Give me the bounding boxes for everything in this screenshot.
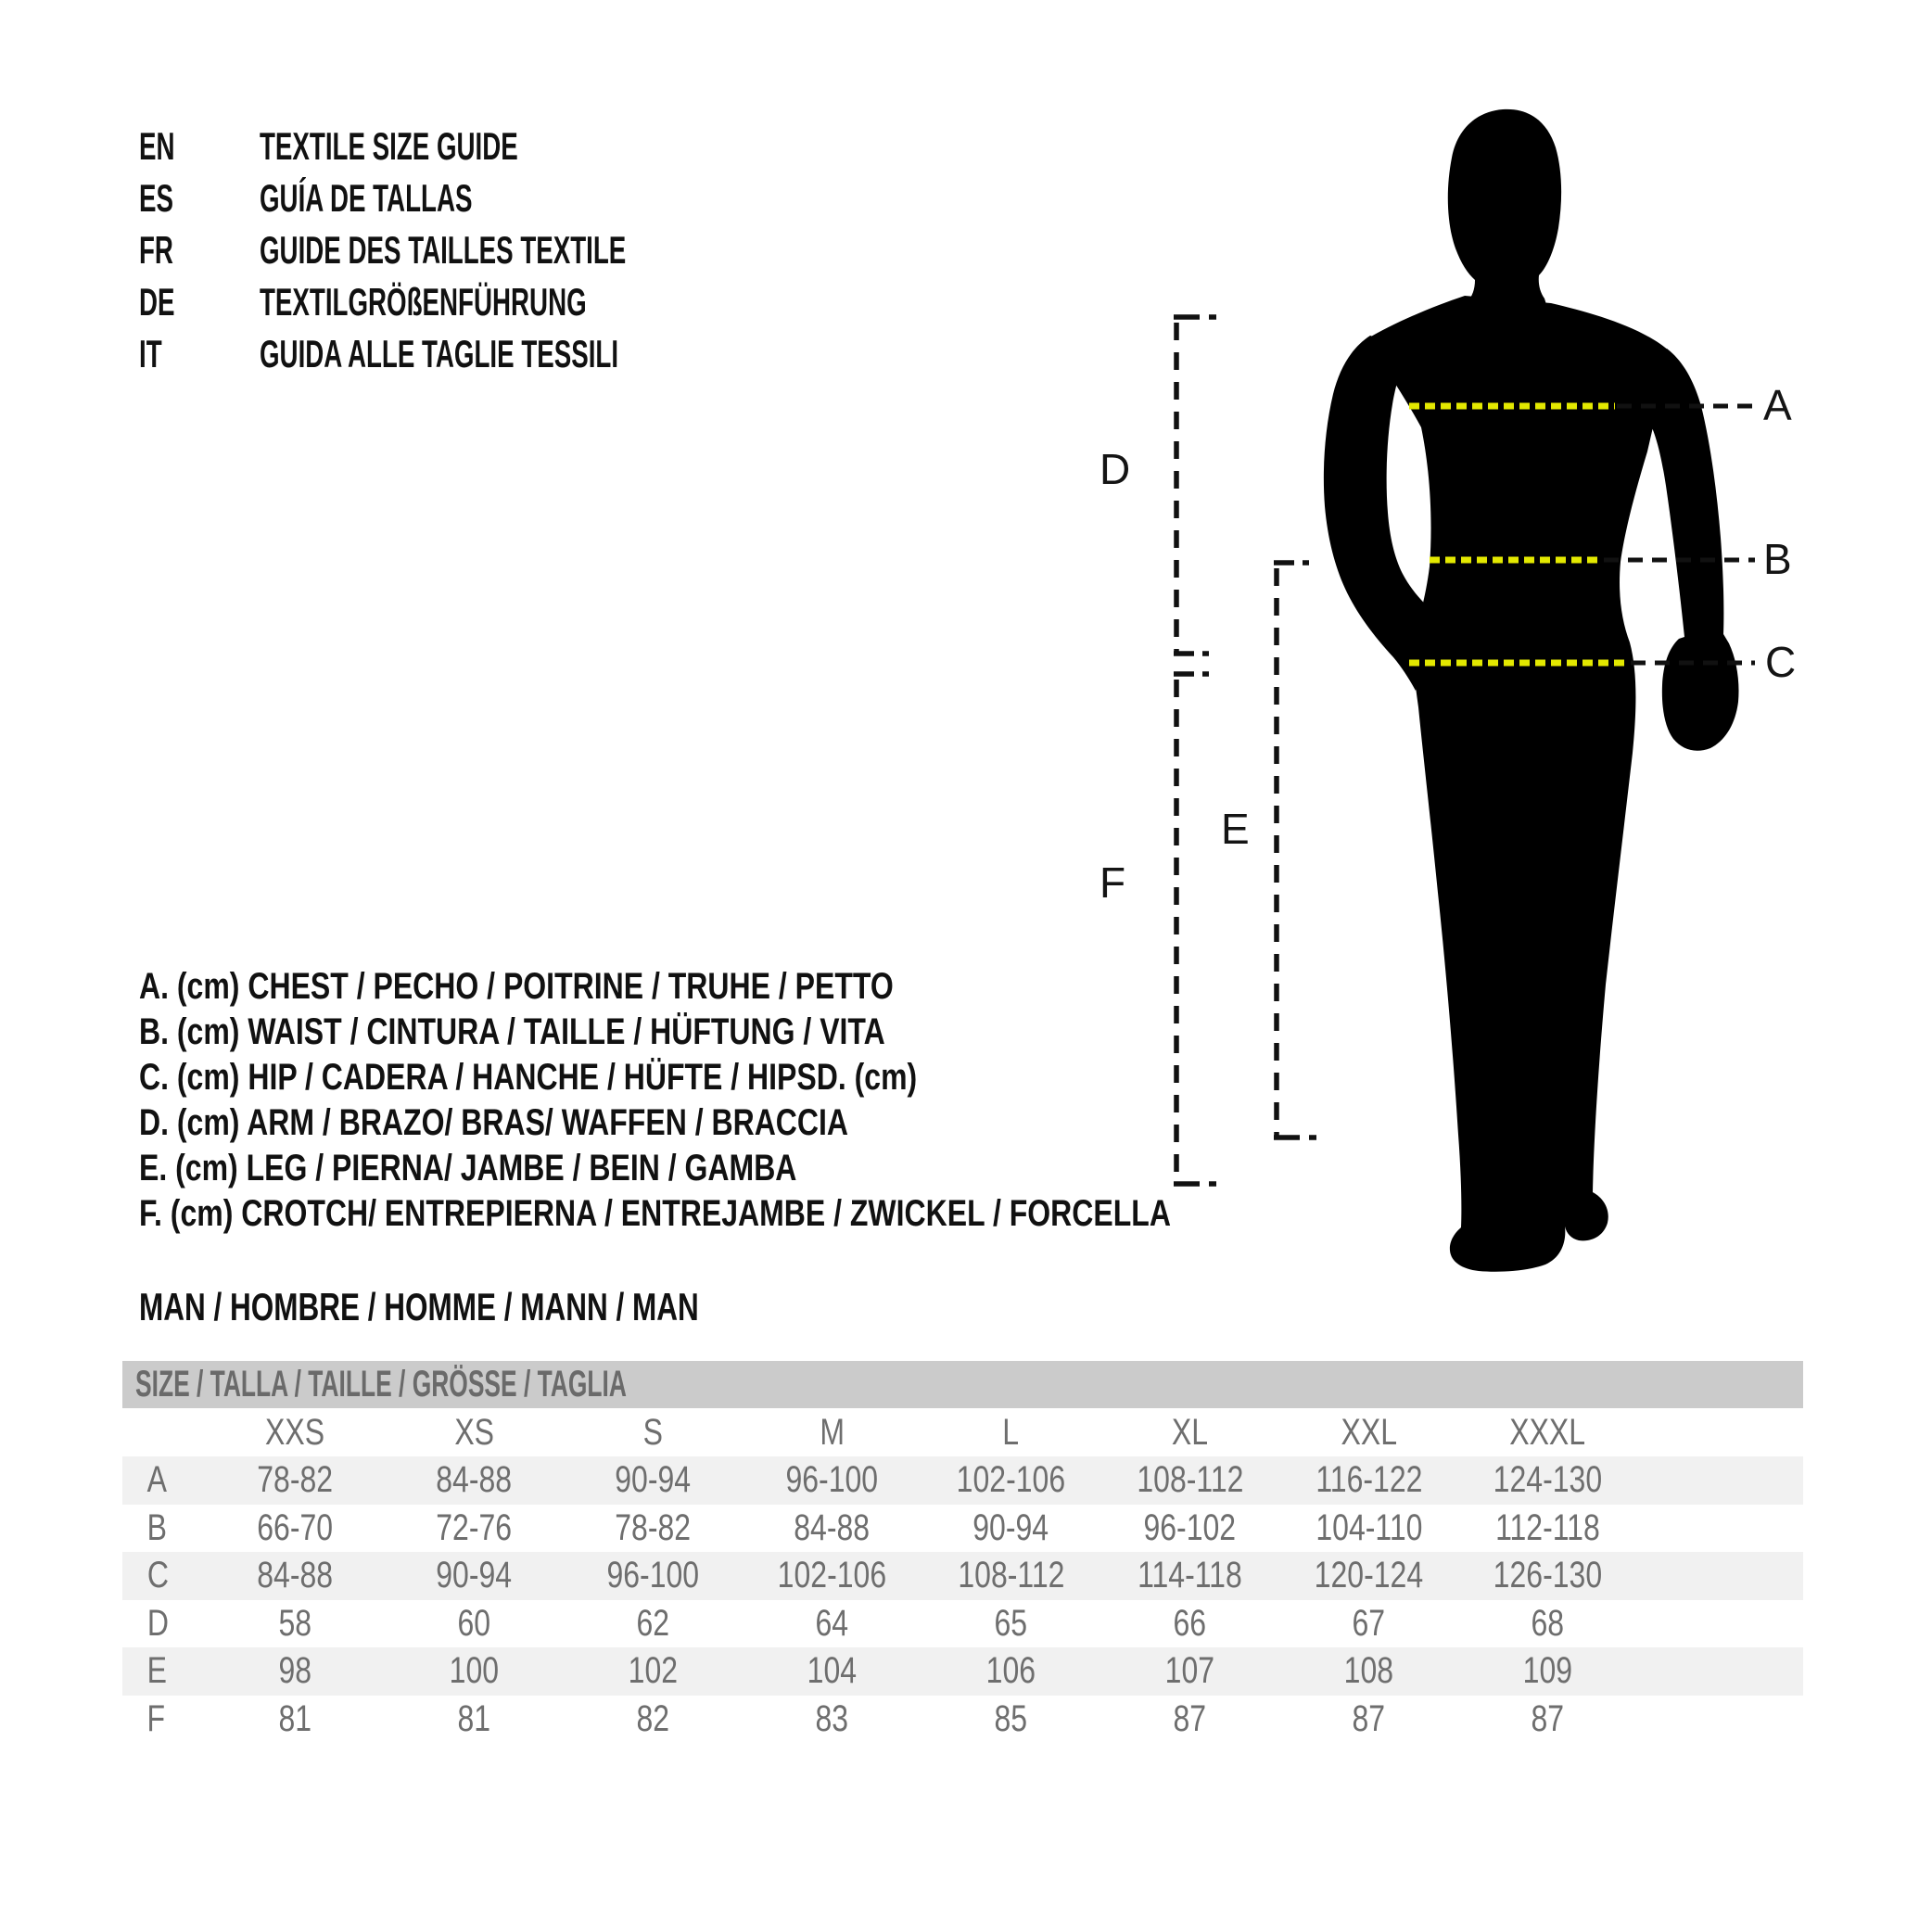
cell-text: 90-94 [972, 1506, 1049, 1548]
cell-text: 81 [278, 1697, 312, 1739]
row-label-text: E [146, 1650, 168, 1691]
cell-text: 67 [1352, 1602, 1386, 1644]
cell-text: 120-124 [1314, 1555, 1424, 1595]
row-label [122, 1505, 206, 1553]
size-header-text: XS [454, 1412, 494, 1453]
cell-text: 82 [636, 1697, 670, 1739]
cell-text: 98 [278, 1650, 312, 1691]
size-header-text: M [820, 1412, 845, 1453]
cell [1100, 1696, 1279, 1744]
table-title-bar [122, 1361, 1803, 1408]
language-code: FR [139, 228, 173, 272]
cell [1100, 1647, 1279, 1696]
description-chest-text: A. (cm) CHEST / PECHO / POITRINE / TRUHE / PETTO [139, 966, 894, 1007]
table-row-leg [122, 1647, 1803, 1696]
cell-text: 84-88 [436, 1459, 513, 1500]
cell-text: 108 [1343, 1650, 1394, 1691]
size-column-header [1458, 1408, 1637, 1456]
label-hip-c: C [1765, 638, 1797, 686]
size-header-text: XXS [265, 1412, 325, 1453]
cell-text: 78-82 [615, 1506, 692, 1548]
cell-text: 112-118 [1495, 1506, 1600, 1548]
cell-text: 108-112 [1136, 1459, 1244, 1500]
description-chest [139, 964, 1429, 1010]
cell [743, 1552, 922, 1600]
row-label-text: A [146, 1459, 168, 1500]
cell-text: 102 [628, 1650, 679, 1691]
cell-text: 87 [1352, 1697, 1386, 1739]
cell [1279, 1647, 1458, 1696]
language-code: DE [139, 280, 175, 324]
measurement-descriptions [139, 964, 1429, 1237]
description-waist [139, 1010, 1429, 1055]
cell [206, 1552, 385, 1600]
gender-line [139, 1284, 885, 1330]
size-column-header [564, 1408, 743, 1456]
cell-text: 96-100 [606, 1555, 700, 1595]
description-leg [139, 1146, 1429, 1191]
cell [206, 1696, 385, 1744]
row-label [122, 1552, 206, 1600]
cell [1100, 1552, 1279, 1600]
cell [922, 1600, 1100, 1648]
cell-text: 60 [457, 1602, 491, 1644]
row-label [122, 1600, 206, 1648]
cell [206, 1505, 385, 1553]
row-label-text: F [146, 1697, 165, 1739]
cell-text: 66 [1173, 1602, 1207, 1644]
cell [385, 1456, 564, 1505]
cell-text: 102-106 [777, 1555, 887, 1595]
size-column-header [1100, 1408, 1279, 1456]
cell-text: 107 [1164, 1650, 1215, 1691]
table-row-crotch [122, 1696, 1803, 1744]
size-header-text: S [642, 1412, 664, 1453]
row-label-text: C [146, 1555, 170, 1595]
language-title: TEXTILE SIZE GUIDE [259, 124, 518, 168]
cell-text: 106 [985, 1650, 1036, 1691]
cell-text: 124-130 [1493, 1459, 1603, 1500]
size-table [122, 1361, 1803, 1743]
label-waist-b: B [1763, 535, 1792, 583]
language-title: TEXTILGRÖßENFÜHRUNG [259, 280, 587, 324]
size-header-text: XXXL [1509, 1412, 1586, 1453]
cell-text: 83 [815, 1697, 849, 1739]
cell-text: 85 [994, 1697, 1028, 1739]
cell [564, 1696, 743, 1744]
cell-text: 90-94 [436, 1555, 513, 1595]
description-arm [139, 1100, 1429, 1146]
size-column-header [1279, 1408, 1458, 1456]
cell [564, 1647, 743, 1696]
language-title: GUÍA DE TALLAS [259, 176, 473, 220]
label-arm-d: D [1099, 445, 1131, 493]
label-leg-e: E [1221, 805, 1250, 853]
cell-text: 96-102 [1143, 1506, 1237, 1548]
cell [922, 1505, 1100, 1553]
table-title: SIZE / TALLA / TAILLE / GRÖSSE / TAGLIA [135, 1364, 627, 1405]
cell [385, 1600, 564, 1648]
cell-text: 84-88 [257, 1555, 334, 1595]
cell [743, 1456, 922, 1505]
description-crotch-text: F. (cm) CROTCH/ ENTREPIERNA / ENTREJAMBE / ZWICKEL / FORCELLA [139, 1193, 1171, 1234]
cell-text: 65 [994, 1602, 1028, 1644]
cell [1100, 1600, 1279, 1648]
cell-text: 100 [449, 1650, 500, 1691]
man-silhouette-right-arm [1650, 349, 1739, 751]
cell [1279, 1552, 1458, 1600]
cell-text: 58 [278, 1602, 312, 1644]
row-label-text: D [146, 1602, 170, 1644]
cell [743, 1696, 922, 1744]
language-code: EN [139, 124, 175, 168]
cell-text: 62 [636, 1602, 670, 1644]
cell [564, 1552, 743, 1600]
cell-text: 96-100 [785, 1459, 879, 1500]
size-column-header [206, 1408, 385, 1456]
language-code: IT [139, 332, 162, 375]
cell [385, 1647, 564, 1696]
man-silhouette-head [1448, 109, 1561, 326]
cell [1458, 1505, 1637, 1553]
size-header-row [122, 1408, 1803, 1456]
cell-text: 114-118 [1138, 1555, 1242, 1595]
cell [385, 1696, 564, 1744]
table-row-chest [122, 1456, 1803, 1505]
cell-text: 66-70 [257, 1506, 334, 1548]
size-column-header [743, 1408, 922, 1456]
cell-text: 108-112 [957, 1555, 1065, 1595]
cell [385, 1552, 564, 1600]
description-arm-text: D. (cm) ARM / BRAZO/ BRAS/ WAFFEN / BRACCIA [139, 1102, 849, 1143]
cell [385, 1505, 564, 1553]
table-row-arm [122, 1600, 1803, 1648]
label-chest-a: A [1763, 381, 1792, 429]
cell [564, 1456, 743, 1505]
row-label [122, 1696, 206, 1744]
row-label-text: B [146, 1506, 168, 1548]
cell [1279, 1600, 1458, 1648]
cell-text: 104-110 [1315, 1506, 1423, 1548]
description-leg-text: E. (cm) LEG / PIERNA/ JAMBE / BEIN / GAMBA [139, 1148, 797, 1188]
cell [1458, 1600, 1637, 1648]
cell [922, 1696, 1100, 1744]
size-header-text: XXL [1341, 1412, 1397, 1453]
cell-text: 87 [1531, 1697, 1565, 1739]
corner-cell [122, 1408, 206, 1456]
description-crotch [139, 1191, 1429, 1237]
cell [564, 1600, 743, 1648]
cell [743, 1647, 922, 1696]
cell [564, 1505, 743, 1553]
cell-text: 84-88 [794, 1506, 871, 1548]
size-column-header [385, 1408, 564, 1456]
cell [206, 1600, 385, 1648]
cell-text: 64 [815, 1602, 849, 1644]
cell [1279, 1456, 1458, 1505]
cell-text: 102-106 [956, 1459, 1066, 1500]
size-header-text: XL [1171, 1412, 1209, 1453]
cell [1100, 1456, 1279, 1505]
cell [1458, 1552, 1637, 1600]
description-hip [139, 1055, 1429, 1100]
row-label [122, 1456, 206, 1505]
cell [206, 1456, 385, 1505]
label-crotch-f: F [1099, 858, 1126, 907]
cell-text: 87 [1173, 1697, 1207, 1739]
cell-text: 90-94 [615, 1459, 692, 1500]
language-code: ES [139, 176, 173, 220]
description-waist-text: B. (cm) WAIST / CINTURA / TAILLE / HÜFTUNG / VITA [139, 1011, 885, 1052]
table-row-waist [122, 1505, 1803, 1553]
cell-text: 78-82 [257, 1459, 334, 1500]
language-title: GUIDE DES TAILLES TEXTILE [259, 228, 626, 272]
size-column-header [922, 1408, 1100, 1456]
table-row-hip [122, 1552, 1803, 1600]
language-title: GUIDA ALLE TAGLIE TESSILI [259, 332, 618, 375]
gender-line-text: MAN / HOMBRE / HOMME / MANN / MAN [139, 1285, 699, 1328]
cell [922, 1552, 1100, 1600]
size-header-text: L [1002, 1412, 1020, 1453]
cell-text: 126-130 [1493, 1555, 1603, 1595]
description-hip-text: C. (cm) HIP / CADERA / HANCHE / HÜFTE / HIPSD. (cm) [139, 1057, 918, 1098]
row-label [122, 1647, 206, 1696]
cell [743, 1505, 922, 1553]
cell-text: 109 [1522, 1650, 1573, 1691]
cell-text: 81 [457, 1697, 491, 1739]
cell [1458, 1647, 1637, 1696]
cell [206, 1647, 385, 1696]
cell [1458, 1456, 1637, 1505]
cell-text: 68 [1531, 1602, 1565, 1644]
cell [1100, 1505, 1279, 1553]
cell-text: 116-122 [1315, 1459, 1423, 1500]
cell [922, 1647, 1100, 1696]
cell [743, 1600, 922, 1648]
cell-text: 104 [807, 1650, 858, 1691]
cell [1458, 1696, 1637, 1744]
cell [1279, 1696, 1458, 1744]
cell [922, 1456, 1100, 1505]
cell [1279, 1505, 1458, 1553]
cell-text: 72-76 [436, 1506, 513, 1548]
